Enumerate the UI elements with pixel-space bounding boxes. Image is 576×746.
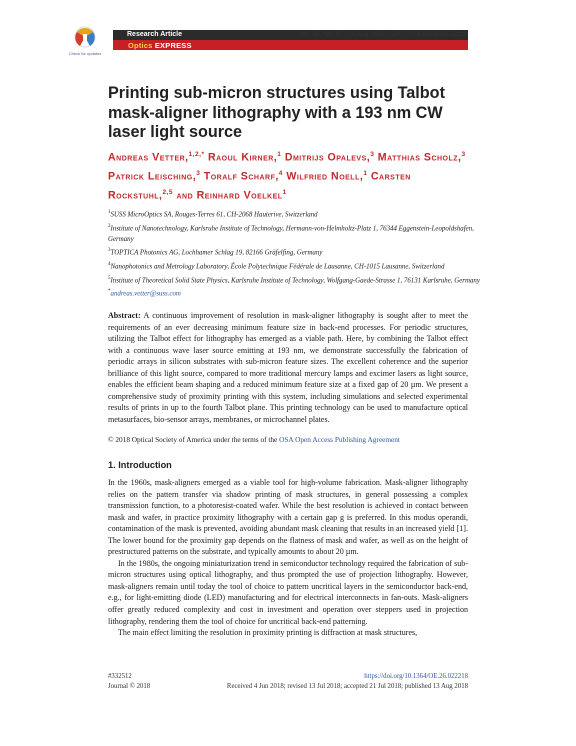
affiliation-number: 1 [108, 210, 111, 215]
affiliation-text: Institute of Theoretical Solid State Physics, Karlsruhe Institute of Technology, Wolfgang-Gaede-Strasse 1, 76131 Karlsruhe, Germany [110, 276, 480, 284]
paragraph: In the 1960s, mask-aligners emerged as a viable tool for high-volume fabrication. Mask-aligner lithography relies on the pattern transfer via shadow printing of mask structures, in general possessing a complex transmission function, to a photoresist-coated wafer. While the best resolution is achieved in contact between mask and wafer, in practice proximity lithography with a certain gap g is preferred. In this modus operandi, contamination of the mask is prevented, avoiding abundant mask cleaning that results in an increased yield [1]. The lower bound for the proximity gap depends on the flatness of mask and wafer, as well as on the height of prestructured patterns on the substrate, and typically amounts to about 20 µm. [108, 478, 468, 557]
author-affiliation-mark: 1,2,* [188, 151, 205, 158]
crossmark-label: Check for updates [68, 51, 102, 56]
author-affiliation-mark: 3 [461, 151, 466, 158]
author: Dmitrijs Opalevs, [284, 151, 371, 164]
copyright-line [108, 435, 478, 444]
author: Toralf Scharf, [203, 170, 279, 183]
journal-copyright: Journal © 2018 [108, 683, 151, 690]
affiliation-number: 4 [108, 262, 111, 268]
email-mark: * [108, 289, 111, 295]
affiliation [108, 259, 480, 273]
history-dates: Received 4 Jun 2018; revised 13 Jul 2018; accepted 21 Jul 2018; published 13 Aug 2018 [226, 683, 468, 690]
author: Carsten Rockstuhl, [108, 170, 411, 202]
author: Matthias Scholz, [377, 151, 462, 164]
affiliation-number: 3 [108, 248, 111, 254]
article-id: #332512 [108, 673, 132, 680]
author-affiliation-mark: 1 [277, 151, 282, 158]
abstract-text: A continuous improvement of resolution in mask-aligner lithography is sought after to meet the requirements of an ever decreasing minimum feature size in back-end processes. For periodic structures, utilizing the Talbot effect for lithography has emerged as a viable path. Here, by combining the Talbot effect with a continuous wave laser source emitting at 193 nm, we demonstrate successfully the fabrication of periodic arrays in silicon substrates with sub-micron feature sizes. The excellent coherence and the superior brilliance of this light source, compared to more traditional mercury lamps and excimer lasers as light source, enables the efficient beam shaping and a reduced minimum feature size at a fixed gap of 20 µm. We present a comprehensive study of proximity printing with this system, including simulations and selected experimental results of prints in up to the fourth Talbot plane. This printing technology can be used to manufacture optical metasurfaces, bio-sensor arrays, membranes, or microchannel plates. [108, 311, 468, 424]
author: Patrick Leisching, [108, 170, 197, 183]
crossmark-icon [66, 24, 104, 54]
affiliation-text: SUSS MicroOptics SA, Rouges-Terres 61, CH-2068 Hauterive, Switzerland [110, 211, 318, 219]
affiliation-number: 5 [108, 275, 111, 281]
author-affiliation-mark: 1 [363, 170, 368, 178]
journal-prefix: Optics [128, 40, 153, 50]
footer-left [108, 672, 150, 692]
corresponding-email [108, 286, 480, 300]
author-affiliation-mark: 2,5 [162, 189, 174, 197]
body-text [108, 477, 468, 639]
affiliations [108, 207, 480, 300]
affiliation-number: 2 [108, 223, 111, 229]
affiliation [108, 221, 480, 246]
paper-title: Printing sub-micron structures using Talbot mask-aligner lithography with a 193 nm CW laser light source [108, 84, 445, 141]
author-list [108, 147, 478, 204]
citation: Vol. 26, No. 17 | 20 Aug 2018 | OPTICS EXPRESS 22218 [299, 31, 468, 38]
affiliation [108, 273, 480, 287]
affiliation-text: Nanophotonics and Metrology Laboratory, École Polytechnique Fédérale de Lausanne, CH-1015 Lausanne, Switzerland [110, 263, 445, 271]
footer-right [227, 672, 468, 692]
journal-name [128, 41, 192, 50]
copyright-text: © 2018 Optical Society of America under the terms of the [108, 435, 278, 444]
author: Raoul Kirner, [207, 151, 278, 164]
author-affiliation-mark: 4 [278, 170, 283, 178]
affiliation-text: TOPTICA Photonics AG, Lochhamer Schlag 19, 82166 Gräfelfing, Germany [110, 249, 323, 257]
email-link[interactable]: andreas.vetter@suss.com [110, 290, 181, 298]
crossmark-logo[interactable] [66, 24, 104, 66]
author-affiliation-mark: 3 [196, 170, 201, 178]
author: Andreas Vetter, [108, 151, 189, 164]
article-type-label: Research Article [127, 31, 182, 38]
affiliation [108, 207, 480, 221]
abstract [108, 310, 468, 425]
journal-suffix: EXPRESS [154, 40, 192, 50]
affiliation-text: Institute of Nanotechnology, Karlsruhe Institute of Technology, Hermann-von-Helmholtz-Platz 1, 76344 Eggenstein-Leopoldshafen, Germany [108, 224, 474, 244]
abstract-label: Abstract: [108, 311, 141, 320]
author: and Reinhard Voelkel [176, 189, 283, 202]
doi-link[interactable]: https://doi.org/10.1364/OE.26.022218 [364, 673, 468, 680]
paragraph: The main effect limiting the resolution in proximity printing is diffraction at mask structures, [118, 628, 418, 638]
author: Wilfried Noell, [286, 170, 364, 183]
paragraph: In the 1980s, the ongoing miniaturization trend in semiconductor technology required the fabrication of sub-micron structures using optical lithography, and thus prompted the use of projection lithography. However, mask-aligners remain until today the tool of choice to pattern uncritical layers in the semiconductor back-end, e.g., for light-emitting diode (LED) manufacturing and for electrical interconnects in fan-outs. Mask-aligners offer greatly reduced complexity and cost in investment and operation over steppers used in projection lithography, rendering them the tool of choice for uncritical back-end patterning. [108, 558, 468, 626]
author-affiliation-mark: 3 [370, 151, 375, 158]
section-heading: 1. Introduction [108, 460, 172, 470]
affiliation [108, 245, 480, 259]
license-link[interactable]: OSA Open Access Publishing Agreement [279, 435, 400, 444]
author-affiliation-mark: 1 [282, 189, 287, 197]
